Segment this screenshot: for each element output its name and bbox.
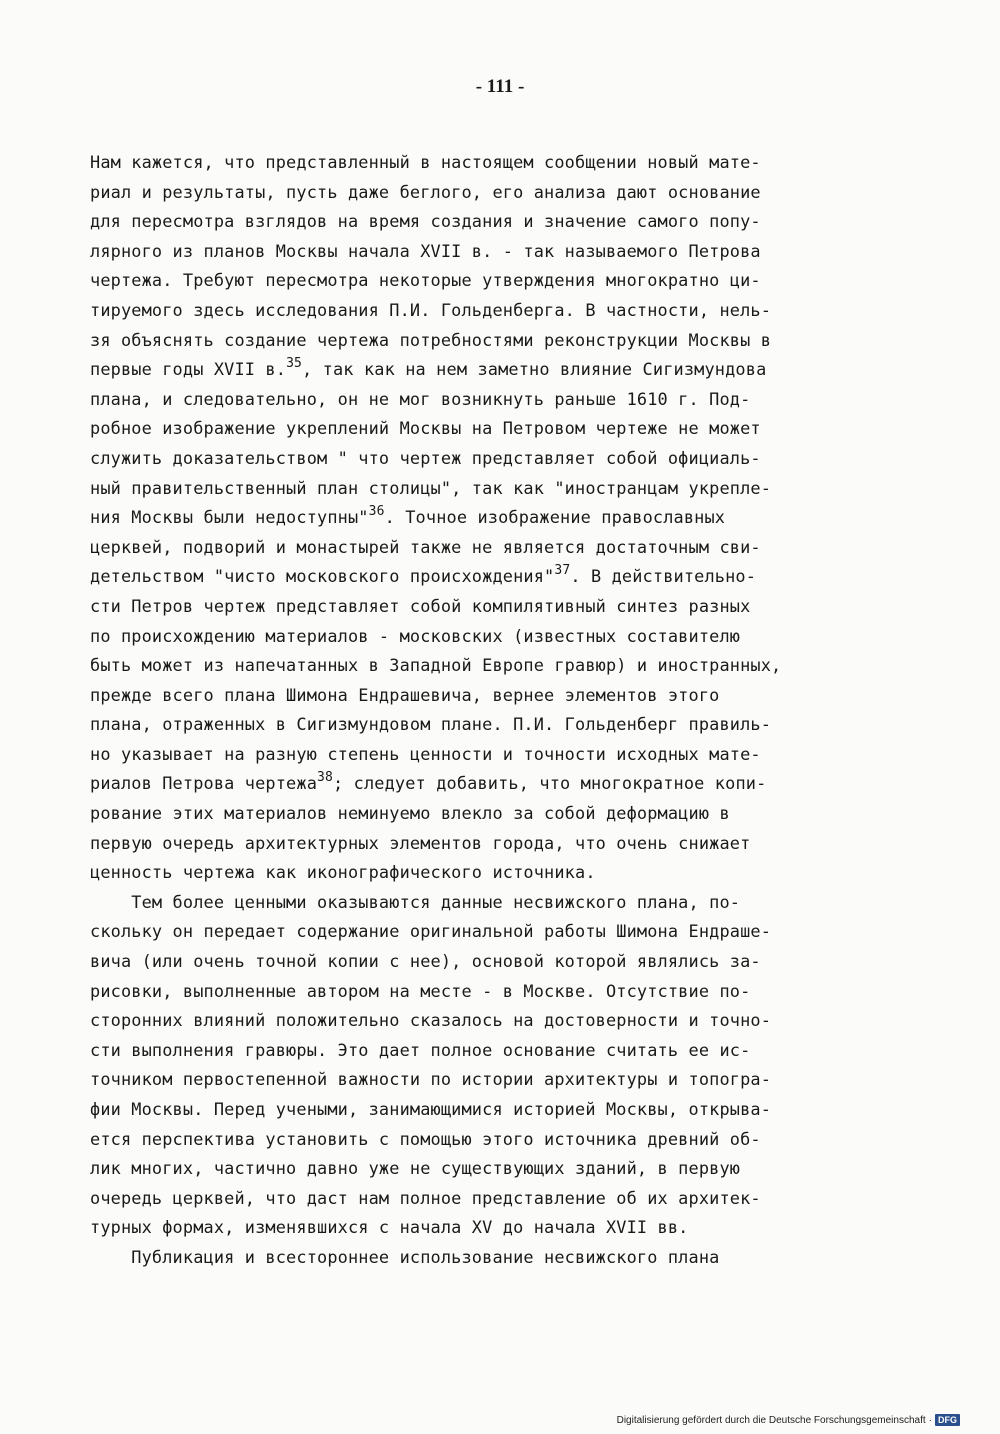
text-line: рование этих материалов неминуемо влекло за собой деформацию в — [90, 803, 730, 824]
text-line: сторонних влияний положительно сказалось на достоверности и точно- — [90, 1010, 772, 1031]
text-line: ется перспектива установить с помощью этого источника древний об- — [90, 1128, 761, 1149]
text-span: риалов Петрова чертежа — [90, 773, 318, 794]
text-span: . Точное изображение православных — [384, 507, 726, 528]
text-line: быть может из напечатанных в Западной Европе гравюр) и иностранных, — [90, 655, 782, 676]
text-line — [90, 355, 910, 385]
text-line: ценность чертежа как иконографического источника. — [90, 862, 596, 883]
text-line: робное изображение укреплений Москвы на Петровом чертеже не может — [90, 418, 761, 439]
text-line: служить доказательством " что чертеж представляет собой официаль- — [90, 447, 761, 468]
text-line: тируемого здесь исследования П.И. Гольденберга. В частности, нель- — [90, 299, 772, 320]
footnote-ref: 36 — [368, 503, 385, 519]
text-line — [90, 769, 910, 799]
text-line: скольку он передает содержание оригинальной работы Шимона Ендраше- — [90, 921, 772, 942]
text-line: зя объяснять создание чертежа потребностями реконструкции Москвы в — [90, 329, 772, 350]
text-line: сти Петров чертеж представляет собой компилятивный синтез разных — [90, 595, 751, 616]
text-line — [90, 503, 910, 533]
text-line: церквей, подворий и монастырей также не является достаточным сви- — [90, 536, 761, 557]
footer-text: Digitalisierung gefördert durch die Deutsche Forschungsgemeinschaft — [616, 1414, 926, 1426]
text-line: сти выполнения гравюры. Это дает полное основание считать ее ис- — [90, 1039, 751, 1060]
text-span: ; следует добавить, что многократное копи- — [333, 773, 767, 794]
text-line: Публикация и всестороннее использование несвижского плана — [90, 1246, 720, 1267]
text-line: первую очередь архитектурных элементов города, что очень снижает — [90, 832, 751, 853]
footnote-ref: 37 — [554, 562, 571, 578]
text-line: Нам кажется, что представленный в настоящем сообщении новый мате- — [90, 152, 761, 172]
text-line: лярного из планов Москвы начала XVII в. - так называемого Петрова — [90, 240, 761, 261]
text-line: турных формах, изменявшихся с начала XV до начала XVII вв. — [90, 1217, 689, 1238]
text-line: плана, отраженных в Сигизмундовом плане. П.И. Гольденберг правиль- — [90, 714, 772, 735]
footnote-ref: 35 — [286, 355, 303, 371]
text-line: риал и результаты, пусть даже беглого, его анализа дают основание — [90, 181, 761, 202]
text-line: Тем более ценными оказываются данные несвижского плана, по- — [90, 891, 741, 912]
text-line: ный правительственный план столицы", так как "иностранцам укрепле- — [90, 477, 772, 498]
text-line: лик многих, частично давно уже не существующих зданий, в первую — [90, 1158, 741, 1179]
text-line: по происхождению материалов - московских (известных составителю — [90, 625, 741, 646]
footnote-ref: 38 — [317, 769, 333, 785]
text-line — [90, 562, 910, 592]
text-line: фии Москвы. Перед учеными, занимающимися историей Москвы, открыва- — [90, 1099, 772, 1119]
text-span: первые годы XVII в. — [90, 359, 287, 380]
text-line: прежде всего плана Шимона Ендрашевича, вернее элементов этого — [90, 684, 720, 705]
text-line: но указывает на разную степень ценности и точности исходных мате- — [90, 743, 761, 764]
body-text — [90, 148, 910, 1273]
text-span: . В действительно- — [570, 566, 757, 587]
text-span: детельством "чисто московского происхождения" — [90, 566, 555, 587]
text-line: точником первостепенной важности по истории архитектуры и топогра- — [90, 1069, 772, 1090]
text-line: рисовки, выполненные автором на месте - в Москве. Отсутствие по- — [90, 980, 751, 1001]
footer: Digitalisierung gefördert durch die Deutsche Forschungsgemeinschaft · DFG — [617, 1414, 960, 1426]
text-span: ния Москвы были недоступны" — [90, 507, 369, 528]
text-span: , так как на нем заметно влияние Сигизмундова — [302, 359, 767, 380]
text-line: плана, и следовательно, он не мог возникнуть раньше 1610 г. Под- — [90, 388, 751, 409]
text-line: чертежа. Требуют пересмотра некоторые утверждения многократно ци- — [90, 270, 761, 291]
text-line: вича (или очень точной копии с нее), основой которой являлись за- — [90, 951, 761, 972]
page-number: - 111 - — [475, 76, 525, 97]
text-line: очередь церквей, что даст нам полное представление об их архитек- — [90, 1187, 761, 1208]
dfg-logo: DFG — [935, 1414, 960, 1426]
text-line: для пересмотра взглядов на время создания и значение самого попу- — [90, 211, 761, 232]
